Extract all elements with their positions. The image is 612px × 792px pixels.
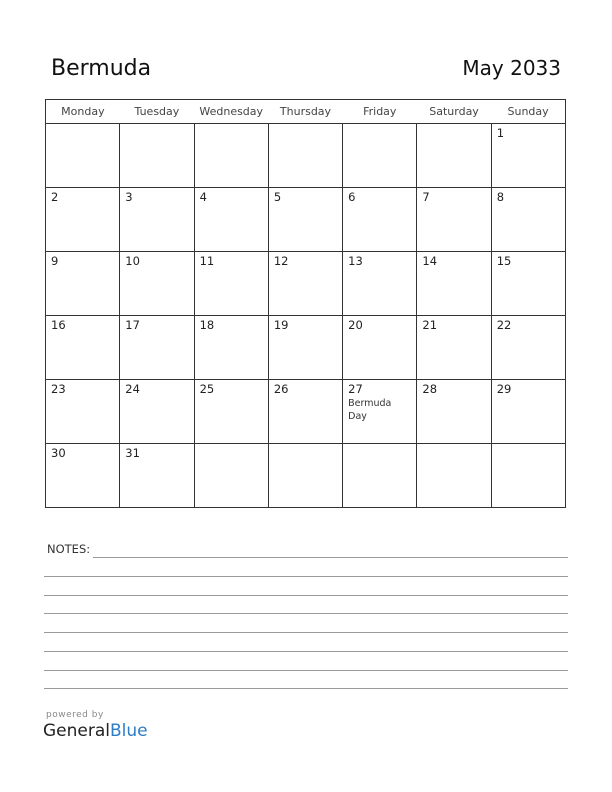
day-cell[interactable] <box>46 124 120 188</box>
day-cell[interactable] <box>417 252 491 316</box>
weekday-saturday: Saturday <box>417 100 491 124</box>
brand-general: General <box>43 721 110 741</box>
day-cell[interactable] <box>491 252 565 316</box>
day-number: 24 <box>125 382 140 396</box>
day-number: 10 <box>125 254 140 268</box>
week-row <box>46 316 566 380</box>
day-number: 26 <box>273 382 289 396</box>
day-cell[interactable] <box>343 188 417 252</box>
day-cell[interactable] <box>268 444 342 508</box>
day-number: 14 <box>422 254 438 268</box>
day-cell[interactable] <box>417 124 491 188</box>
week-row <box>46 252 566 316</box>
notes-line <box>44 670 568 671</box>
day-number: 20 <box>348 318 363 332</box>
weekday-monday: Monday <box>46 100 120 124</box>
day-number: 31 <box>125 446 140 460</box>
day-number: 15 <box>496 254 512 268</box>
day-number: 1 <box>496 126 505 140</box>
day-number: 6 <box>348 190 356 204</box>
day-cell[interactable] <box>194 188 268 252</box>
day-number: 12 <box>273 254 289 268</box>
day-cell[interactable] <box>491 316 565 380</box>
day-cell[interactable] <box>194 316 268 380</box>
day-cell[interactable] <box>268 124 342 188</box>
day-cell[interactable] <box>120 380 194 444</box>
day-number: 29 <box>496 382 512 396</box>
day-cell[interactable] <box>194 444 268 508</box>
day-cell[interactable] <box>120 188 194 252</box>
week-row <box>46 444 566 508</box>
day-number: 4 <box>199 190 207 204</box>
day-number: 25 <box>199 382 215 396</box>
notes-line <box>44 576 568 577</box>
day-number: 16 <box>51 318 66 332</box>
day-cell[interactable] <box>491 444 565 508</box>
week-row <box>46 124 566 188</box>
day-number: 22 <box>496 318 512 332</box>
day-cell[interactable] <box>417 444 491 508</box>
notes-label: NOTES: <box>47 542 91 556</box>
day-number: 19 <box>273 318 289 332</box>
day-number: 30 <box>51 446 66 460</box>
day-cell[interactable] <box>417 380 491 444</box>
day-number: 21 <box>422 318 438 332</box>
day-cell[interactable] <box>268 316 342 380</box>
day-number: 7 <box>422 190 430 204</box>
day-cell[interactable] <box>491 380 565 444</box>
day-number: 13 <box>348 254 363 268</box>
day-cell[interactable] <box>120 124 194 188</box>
week-row <box>46 380 566 444</box>
day-cell[interactable] <box>120 252 194 316</box>
day-cell[interactable] <box>46 444 120 508</box>
day-cell[interactable] <box>343 252 417 316</box>
day-cell[interactable] <box>491 124 565 188</box>
day-cell[interactable] <box>268 188 342 252</box>
day-number: 8 <box>496 190 505 204</box>
notes-line <box>44 595 568 596</box>
day-cell[interactable] <box>120 316 194 380</box>
day-number: 3 <box>125 190 133 204</box>
day-cell[interactable] <box>120 444 194 508</box>
day-cell[interactable] <box>343 316 417 380</box>
day-cell[interactable] <box>46 316 120 380</box>
brand-blue: Blue <box>110 721 148 741</box>
day-cell[interactable] <box>268 252 342 316</box>
day-cell[interactable] <box>417 316 491 380</box>
day-cell[interactable] <box>343 124 417 188</box>
day-number: 5 <box>273 190 282 204</box>
day-cell[interactable] <box>46 380 120 444</box>
day-cell[interactable] <box>268 380 342 444</box>
holiday-label: Bermuda Day <box>348 398 392 422</box>
day-cell[interactable] <box>194 380 268 444</box>
weekday-sunday: Sunday <box>491 100 565 124</box>
day-number: 18 <box>199 318 215 332</box>
weekday-tuesday: Tuesday <box>120 100 194 124</box>
day-cell[interactable] <box>46 252 120 316</box>
day-cell[interactable] <box>343 444 417 508</box>
day-cell[interactable] <box>417 188 491 252</box>
day-number: 11 <box>199 254 215 268</box>
brand-logo[interactable] <box>43 721 148 741</box>
calendar-grid <box>45 99 566 508</box>
day-number: 23 <box>51 382 66 396</box>
notes-line <box>44 613 568 614</box>
day-cell[interactable] <box>491 188 565 252</box>
weekday-header-row <box>46 100 566 124</box>
day-number: 27 <box>348 382 363 396</box>
notes-line <box>44 651 568 652</box>
weekday-wednesday: Wednesday <box>194 100 268 124</box>
notes-line <box>44 688 568 689</box>
day-cell[interactable] <box>343 380 417 444</box>
day-number: 2 <box>51 190 59 204</box>
weekday-friday: Friday <box>343 100 417 124</box>
day-number: 9 <box>51 254 59 268</box>
day-cell[interactable] <box>194 252 268 316</box>
day-cell[interactable] <box>194 124 268 188</box>
notes-line <box>44 632 568 633</box>
notes-line <box>93 557 568 558</box>
week-row <box>46 188 566 252</box>
calendar-title: Bermuda <box>51 56 152 81</box>
weekday-thursday: Thursday <box>268 100 342 124</box>
powered-by-text: powered by <box>46 710 104 720</box>
day-number: 17 <box>125 318 140 332</box>
day-number: 28 <box>422 382 438 396</box>
calendar-month: May 2033 <box>462 56 561 80</box>
day-cell[interactable] <box>46 188 120 252</box>
